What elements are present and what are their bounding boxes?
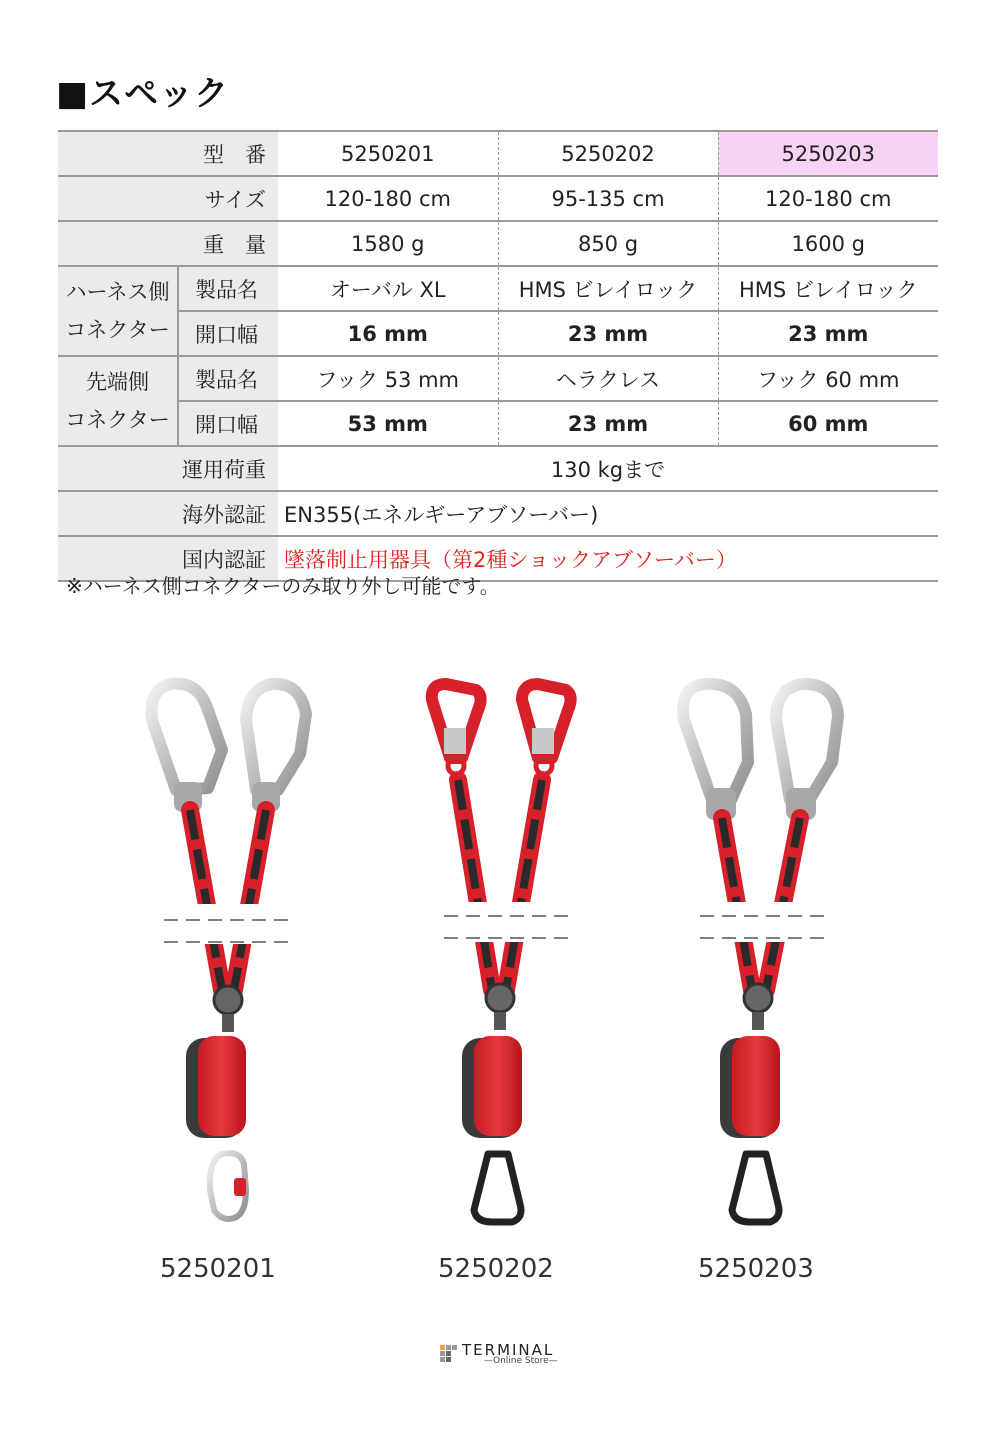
hook-right [776, 684, 838, 802]
tip-opening-1: 53 mm [278, 401, 498, 446]
row-size [58, 176, 938, 221]
tip-name-2: ヘラクレス [498, 356, 718, 401]
label-size: サイズ [58, 176, 278, 221]
harness-name-1: オーバル XL [278, 266, 498, 311]
group-tip-connector [58, 356, 178, 446]
row-tip-name [58, 356, 938, 401]
group-harness-line2: コネクター [65, 318, 170, 342]
tip-opening-2: 23 mm [498, 401, 718, 446]
harness-opening-3: 23 mm [718, 311, 938, 356]
label-weight: 重 量 [58, 221, 278, 266]
size-3: 120-180 cm [718, 176, 938, 221]
label-model: 型 番 [58, 131, 278, 176]
hms-carabiner [474, 1154, 521, 1222]
size-1: 120-180 cm [278, 176, 498, 221]
row-load [58, 446, 938, 491]
row-harness-opening [58, 311, 938, 356]
lanyard-5250201-image [150, 684, 306, 1219]
product-code-1: 5250201 [160, 1254, 276, 1284]
hook-right [246, 684, 306, 790]
row-tip-opening [58, 401, 938, 446]
weight-1: 1580 g [278, 221, 498, 266]
harness-opening-1: 16 mm [278, 311, 498, 356]
product-code-2: 5250202 [438, 1254, 554, 1284]
tip-name-1: フック 53 mm [278, 356, 498, 401]
lanyard-5250203-image [683, 684, 838, 1222]
lanyard-5250202-image [430, 684, 580, 1222]
label-overseas: 海外認証 [58, 491, 278, 536]
size-2: 95-135 cm [498, 176, 718, 221]
tip-name-3: フック 60 mm [718, 356, 938, 401]
row-overseas [58, 491, 938, 536]
hms-carabiner [732, 1154, 779, 1222]
group-tip-line1: 先端側 [86, 370, 149, 394]
hook-left [683, 684, 748, 802]
harness-opening-2: 23 mm [498, 311, 718, 356]
product-code-3: 5250203 [698, 1254, 814, 1284]
hook-left [151, 684, 222, 790]
weight-3: 1600 g [718, 221, 938, 266]
model-3: 5250203 [718, 131, 938, 176]
label-tip-product: 製品名 [178, 356, 278, 401]
label-domestic: 国内認証 [58, 536, 278, 581]
model-1: 5250201 [278, 131, 498, 176]
model-2: 5250202 [498, 131, 718, 176]
label-load: 運用荷重 [58, 446, 278, 491]
domestic-value: 墜落制止用器具（第2種ショックアブソーバー） [278, 536, 938, 581]
group-tip-line2: コネクター [65, 408, 170, 432]
row-weight [58, 221, 938, 266]
page-heading: ■スペック [56, 74, 230, 114]
group-harness-line1: ハーネス側 [65, 280, 170, 304]
label-harness-opening: 開口幅 [178, 311, 278, 356]
terminal-logo-icon [440, 1345, 458, 1363]
terminal-logo-sub: —Online Store— [484, 1356, 558, 1366]
load-value: 130 kgまで [278, 446, 938, 491]
spec-table [58, 130, 938, 582]
label-tip-opening: 開口幅 [178, 401, 278, 446]
row-model [58, 131, 938, 176]
weight-2: 850 g [498, 221, 718, 266]
group-harness-connector [58, 266, 178, 356]
label-harness-product: 製品名 [178, 266, 278, 311]
tip-opening-3: 60 mm [718, 401, 938, 446]
product-images [0, 670, 1000, 1230]
harness-name-2: HMS ビレイロック [498, 266, 718, 311]
overseas-value: EN355(エネルギーアブソーバー) [278, 491, 938, 536]
row-harness-name [58, 266, 938, 311]
note-text: ※ハーネス側コネクターのみ取り外し可能です。 [66, 574, 500, 598]
terminal-logo-text: TERMINAL [462, 1341, 555, 1359]
harness-name-3: HMS ビレイロック [718, 266, 938, 311]
